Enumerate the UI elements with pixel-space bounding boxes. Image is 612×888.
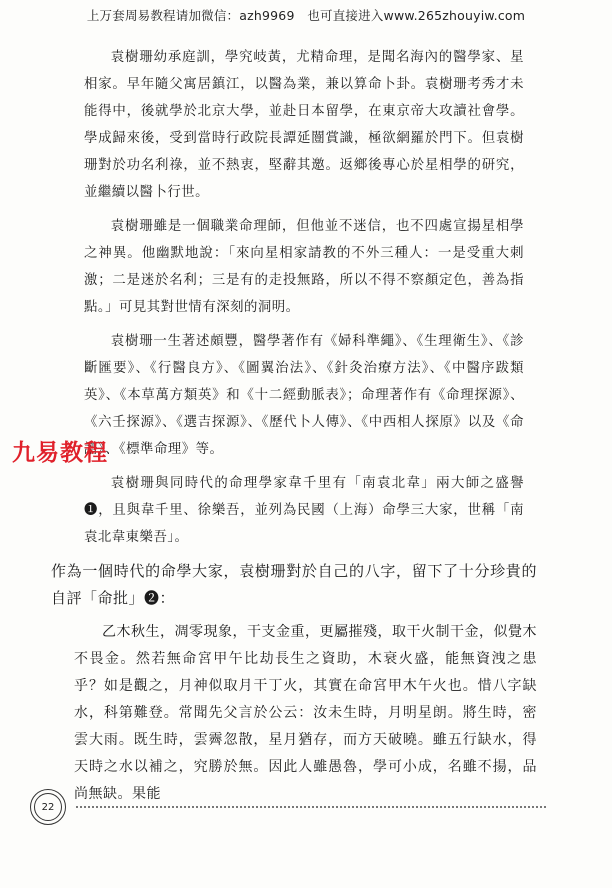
- page-number: 22: [34, 793, 62, 821]
- site-logo: 九易教程: [12, 440, 108, 466]
- paragraph-4: 袁樹珊與同時代的命理學家韋千里有「南袁北韋」兩大師之盛譽❶，且與韋千里、徐樂吾，並列為民國（上海）命學三大家，世稱「南袁北韋東樂吾」。: [84, 476, 524, 545]
- footer-dotted-rule: [76, 806, 546, 808]
- paragraph-3: 袁樹珊一生著述頗豐，醫學著作有《婦科準繩》、《生理衛生》、《診斷匯要》、《行醫良方》、《圖翼治法》、《針灸治療方法》、《中醫序跋類英》、《本草萬方類英》和《十二經動脈表》；命理著作有《命理探源》、《六壬探源》、《選吉探源》、《歷代卜人傳》、《中西相人探原》以及《命譜》、《標準命理》等。: [84, 334, 524, 457]
- paragraph-2: 袁樹珊雖是一個職業命理師，但他並不迷信，也不四處宣揚星相學之神異。他幽默地說：「來向星相家請教的不外三種人：一是受重大刺激；二是迷於名利；三是有的走投無路，所以不得不察顏定色，善為指點。」可見其對世情有深刻的洞明。: [84, 219, 524, 315]
- paragraph-6-self-review: 乙木秋生，凋零現象，干支金重，更屬摧殘，取干火制干金，似覺木不畏金。然若無命宮甲午比劫長生之資助，木衰火盛，能無資洩之患乎？如是觀之，月神似取月干丁火，其實在命宮甲木午火也。惜八字缺水，科第難登。常聞先父言於公云：汝未生時，月明星朗。將生時，密雲大雨。既生時，雲霽忽散，星月猶存，而方天破曉。雖五行缺水，得天時之水以補之，究勝於無。因此人雖愚魯，學可小成，名雖不揚，品尚無缺。果能: [74, 624, 537, 802]
- paragraph-1: 袁樹珊幼承庭訓，學究岐黃，尤精命理，是聞名海內的醫學家、星相家。早年隨父寓居鎮江，以醫為業，兼以算命卜卦。袁樹珊考秀才未能得中，後就學於北京大學，並赴日本留學，在東京帝大攻讀社會學。學成歸來後，受到當時行政院長譚延闓賞識，極欲網羅於門下。但袁樹珊對於功名利祿，並不熱衷，堅辭其邀。返鄉後專心於星相學的研究，並繼續以醫卜行世。: [84, 50, 524, 200]
- watermark-banner: 上万套周易教程请加微信：azh9969 也可直接进入www.265zhouyiw.com: [86, 8, 526, 23]
- page-number-badge: [30, 789, 66, 825]
- paragraph-5-intro: 作為一個時代的命學大家，袁樹珊對於自己的八字，留下了十分珍貴的自評「命批」❷：: [51, 562, 537, 607]
